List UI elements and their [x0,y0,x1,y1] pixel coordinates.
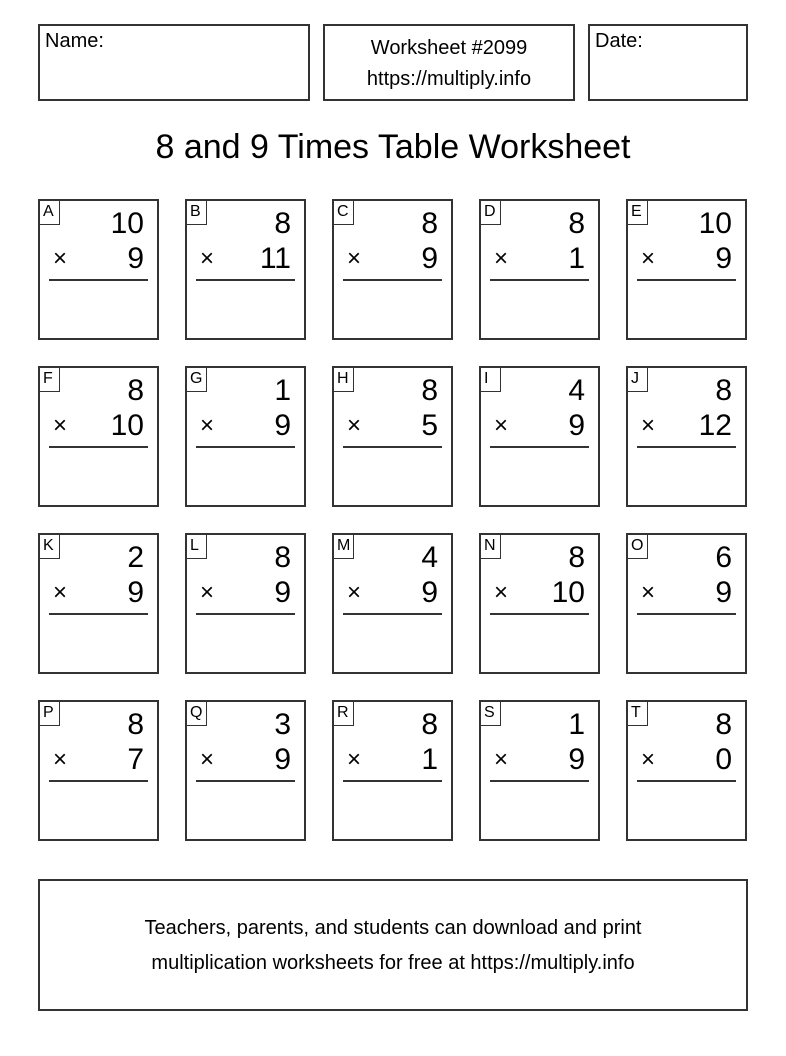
problem-card[interactable] [185,533,306,674]
multiply-sign-icon: × [494,579,509,606]
problem-card[interactable] [38,199,159,340]
answer-line [49,279,148,281]
multiply-sign-icon: × [200,245,215,272]
multiplicand: 8 [715,708,732,741]
problem-label: R [334,702,354,726]
problem-label: J [628,368,648,392]
multiplier: 9 [127,242,144,275]
multiplicand: 8 [568,207,585,240]
answer-line [343,780,442,782]
multiplicand: 8 [715,374,732,407]
multiplicand: 8 [274,541,291,574]
problem-label: I [481,368,501,392]
multiply-sign-icon: × [494,746,509,773]
page-title: 8 and 9 Times Table Worksheet [155,128,631,166]
problem-card[interactable] [38,533,159,674]
problem-card[interactable] [38,700,159,841]
problem-label: S [481,702,501,726]
multiplier: 9 [421,242,438,275]
multiplicand: 8 [421,207,438,240]
problem-label: E [628,201,648,225]
problem-card[interactable] [479,366,600,507]
multiplicand: 3 [274,708,291,741]
multiply-sign-icon: × [53,412,68,439]
multiplier: 9 [274,743,291,776]
answer-line [49,780,148,782]
multiply-sign-icon: × [494,245,509,272]
multiplier: 9 [715,576,732,609]
multiply-sign-icon: × [53,245,68,272]
multiply-sign-icon: × [200,746,215,773]
problem-card[interactable] [626,199,747,340]
answer-line [49,446,148,448]
problem-card[interactable] [626,533,747,674]
multiplier: 0 [715,743,732,776]
multiplicand: 8 [421,708,438,741]
multiply-sign-icon: × [641,746,656,773]
multiply-sign-icon: × [641,412,656,439]
answer-line [196,279,295,281]
answer-line [343,446,442,448]
multiplicand: 4 [421,541,438,574]
multiplier: 7 [127,743,144,776]
problem-card[interactable] [479,199,600,340]
multiplier: 9 [568,743,585,776]
multiplier: 9 [274,409,291,442]
problem-label: O [628,535,648,559]
multiplicand: 8 [421,374,438,407]
problem-label: P [40,702,60,726]
answer-line [490,613,589,615]
problem-label: N [481,535,501,559]
multiplier: 1 [421,743,438,776]
footer-box [38,879,748,1011]
problem-label: M [334,535,354,559]
multiply-sign-icon: × [53,746,68,773]
footer-text-line-2: multiplication worksheets for free at https://multiply.info [151,952,635,974]
multiplier: 9 [421,576,438,609]
problem-card[interactable] [332,700,453,841]
multiplier: 9 [127,576,144,609]
multiplier: 12 [698,409,732,442]
multiplicand: 10 [110,207,144,240]
multiplier: 1 [568,242,585,275]
problem-label: T [628,702,648,726]
name-field-box[interactable] [38,24,310,101]
problem-label: D [481,201,501,225]
date-field-box[interactable] [588,24,748,101]
problem-card[interactable] [332,366,453,507]
answer-line [343,613,442,615]
multiply-sign-icon: × [347,746,362,773]
answer-line [196,613,295,615]
answer-line [490,446,589,448]
problem-label: G [187,368,207,392]
answer-line [637,780,736,782]
answer-line [49,613,148,615]
name-label: Name: [45,30,104,52]
problem-card[interactable] [38,366,159,507]
problem-label: A [40,201,60,225]
multiplicand: 8 [127,374,144,407]
worksheet-number: Worksheet #2099 [370,37,528,59]
multiplier: 9 [274,576,291,609]
problem-card[interactable] [332,533,453,674]
multiplicand: 8 [127,708,144,741]
multiplicand: 2 [127,541,144,574]
worksheet-info-box [323,24,575,101]
multiplier: 9 [568,409,585,442]
multiplicand: 1 [568,708,585,741]
answer-line [343,279,442,281]
multiplicand: 8 [274,207,291,240]
answer-line [490,780,589,782]
answer-line [637,613,736,615]
problem-label: L [187,535,207,559]
multiplier: 10 [551,576,585,609]
problem-label: C [334,201,354,225]
date-label: Date: [595,30,643,52]
problem-card[interactable] [479,700,600,841]
multiplier: 11 [259,242,291,275]
multiplicand: 1 [274,374,291,407]
answer-line [637,446,736,448]
multiply-sign-icon: × [641,245,656,272]
answer-line [196,780,295,782]
multiply-sign-icon: × [347,412,362,439]
problem-label: Q [187,702,207,726]
problem-card[interactable] [479,533,600,674]
problem-card[interactable] [626,366,747,507]
problem-label: F [40,368,60,392]
multiply-sign-icon: × [494,412,509,439]
answer-line [196,446,295,448]
footer-text-line-1: Teachers, parents, and students can download and print [144,917,642,939]
problem-card[interactable] [185,366,306,507]
problem-card[interactable] [626,700,747,841]
answer-line [637,279,736,281]
problem-label: H [334,368,354,392]
answer-line [490,279,589,281]
multiplicand: 10 [698,207,732,240]
multiply-sign-icon: × [347,579,362,606]
multiply-sign-icon: × [200,579,215,606]
multiply-sign-icon: × [641,579,656,606]
multiplier: 9 [715,242,732,275]
multiplicand: 4 [568,374,585,407]
problem-card[interactable] [185,700,306,841]
multiplicand: 8 [568,541,585,574]
multiply-sign-icon: × [53,579,68,606]
problem-label: K [40,535,60,559]
problem-card[interactable] [332,199,453,340]
multiply-sign-icon: × [200,412,215,439]
problem-label: B [187,201,207,225]
problem-card[interactable] [185,199,306,340]
multiplier: 10 [110,409,144,442]
worksheet-url: https://multiply.info [366,68,532,90]
multiplier: 5 [421,409,438,442]
multiplicand: 6 [715,541,732,574]
multiply-sign-icon: × [347,245,362,272]
